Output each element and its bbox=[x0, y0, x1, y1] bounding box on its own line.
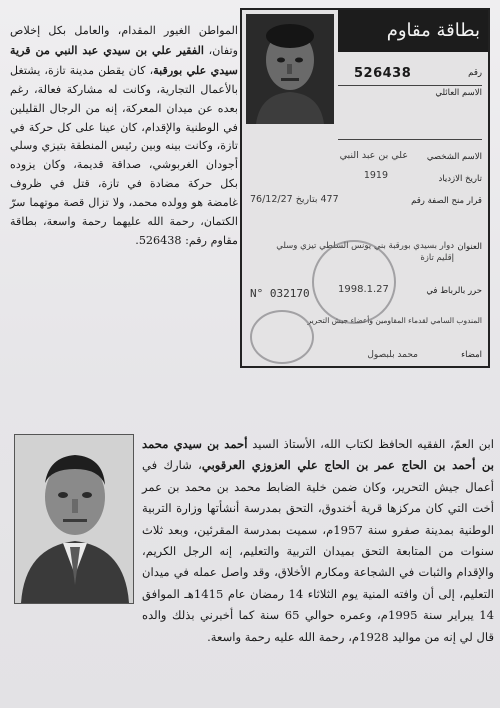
card-footer: المندوب السامي لقدماء المقاومين وأعضاء جيش التحرير bbox=[307, 316, 482, 325]
card-number: 526438 bbox=[354, 66, 412, 81]
card-number-label: رقم bbox=[468, 68, 482, 78]
resistance-card bbox=[240, 8, 490, 368]
bio-text bbox=[142, 434, 494, 648]
article-body: ، كان يقطن مدينة تازة، يشتغل بالأعمال التجارية، وكانت له مشاركة فعالة، رغم بعده عن ميدان المعركة، إنه من الرجال القليلين في الوطنية والإقدام، كان عينا على كل حركة في تازة، وكانت بينه وبين رئيس المنطقة بتيزي وسلي أجودان الغربوشي، صداقة قديمة، وكان يزوده بكل حركة مضادة في تازة، قتل في ظروف غامضة هو وولده محمد، ولا تزال قصة موتهما سرّ الكتمان، رحمة الله عليهما رحمة واسعة، بطاقة مقاوم رقم: 526438. bbox=[10, 63, 238, 247]
card-family-name-label: الاسم العائلي bbox=[435, 88, 482, 98]
card-signature-name: محمد بلبصول bbox=[367, 350, 418, 360]
card-address-value: دوار بسيدي بورقبة بني يونس السلطي تيزي وسلي إقليم تازة bbox=[276, 241, 454, 263]
top-article-paragraph bbox=[10, 22, 238, 251]
card-personal-name-value: علي بن عبد النبي bbox=[339, 150, 408, 161]
bio-body: ، شارك في أعمال جيش التحرير، وكان ضمن خلية الضابط محمد بن محمد بن عمر أخت التي كان مركزها قرية أخندوق، التحق بمدرسة أنشأتها وزارة التربية الوطنية بمدينة صفرو سنة 1957م، سميت بمدرسة المقرئين، وبعد ثلاث سنوات من المتابعة التحق بميدان التربية والتعليم، إنه الرجل الكريم، والإقدام والثبات في الشجاعة ومكارم الأخلاق، وقد واصل عمله في ميدان التعليم، إلى أن وافته المنية يوم الثلاثاء 14 رمضان عام 1415هـ الموافق 14 يبراير سنة 1995م، وعمره حوالي 65 سنة كما أخبرني بذلك والده قال لي إنه من مواليد 1928م، رحمة الله عليه رحمة واسعة. bbox=[142, 458, 495, 644]
card-decision-label: قرار منح الصفة رقم bbox=[411, 196, 482, 206]
card-issued-date: 1998.1.27 bbox=[338, 284, 389, 295]
card-birth-value: 1919 bbox=[363, 170, 388, 181]
card-address-label: العنوان bbox=[457, 242, 482, 252]
card-serial: N° 032170 bbox=[250, 287, 310, 300]
top-article bbox=[10, 22, 238, 251]
bio-person-name: أحمد بن سيدي محمد بن أحمد بن الحاج عمر بن الحاج علي العزوزي العرقوبي bbox=[142, 437, 494, 473]
bio-intro: ابن العمّ، الفقيه الحافظ لكتاب الله، الأستاذ السيد bbox=[247, 437, 494, 451]
card-signature-label: امضاء bbox=[461, 350, 482, 360]
card-issued-label: حرر بالرباط في bbox=[426, 286, 482, 296]
portrait-photo bbox=[14, 434, 134, 604]
card-banner: بطاقة مقاوم bbox=[338, 10, 488, 52]
article-intro: المواطن الغيور المقدام، والعامل بكل إخلاص وتفان، bbox=[10, 24, 238, 57]
stamp-seal bbox=[312, 240, 396, 324]
stamp-seal bbox=[250, 310, 314, 364]
card-photo bbox=[246, 14, 334, 124]
card-personal-name-label: الاسم الشخصي bbox=[426, 152, 482, 162]
card-birth-label: تاريخ الازدياد bbox=[438, 174, 482, 184]
card-decision-value: 477 بتاريخ 76/12/27 bbox=[250, 194, 339, 205]
article-person-name: الفقير علي بن سيدي عبد النبي من قرية سيدي علي بورقبة bbox=[10, 42, 238, 77]
